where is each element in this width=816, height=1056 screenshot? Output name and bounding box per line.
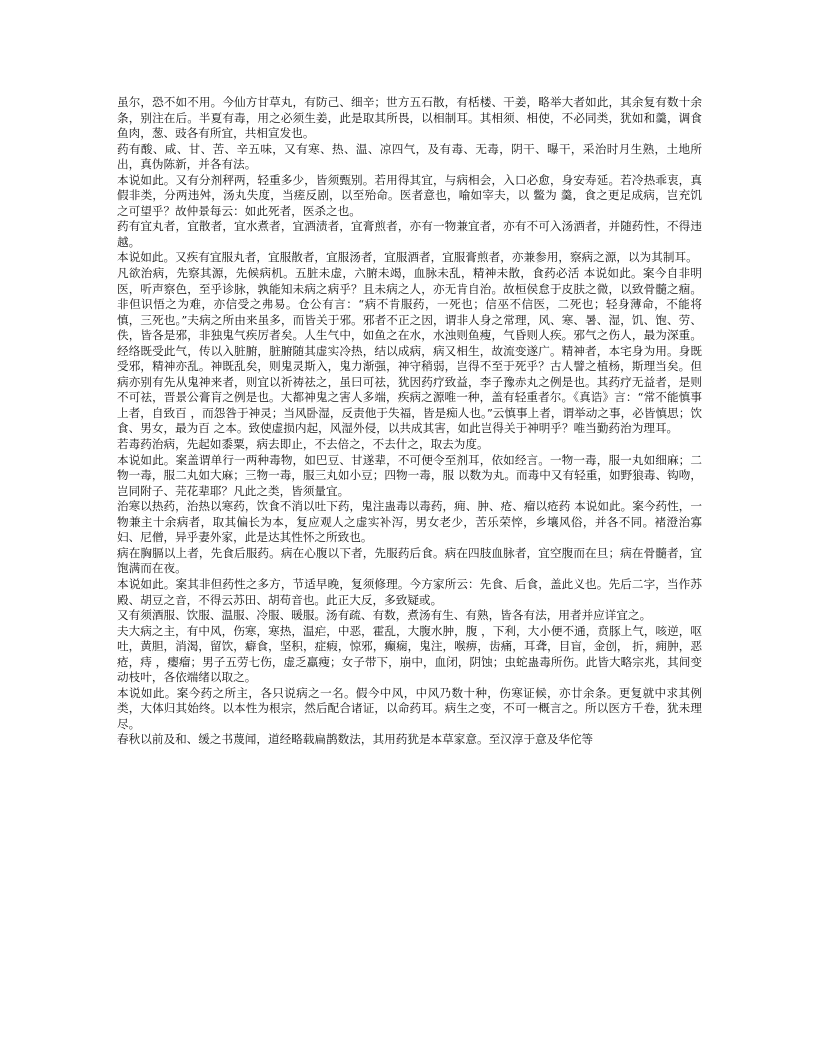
paragraph: 治寒以热药，治热以寒药，饮食不消以吐下药，鬼注蛊毒以毒药，痈、肿、疮、瘤以疮药 本说如此。案今药性，一物兼主十余病者，取其偏长为本，复应观人之虚实补泻，男女老少，苦乐荣悴，乡壤风俗，并各不同。褚澄治寡妇、尼僧，异乎妻外家，此是达其性怀之所致也。 xyxy=(117,499,702,545)
paragraph: 又有须酒服、饮服、温服、冷服、暖服。汤有疏、有数，煮汤有生、有熟，皆各有法，用者并应详宜之。 xyxy=(117,608,652,623)
paragraph: 若毒药治病，先起如黍粟，病去即止，不去倍之，不去什之，取去为度。 xyxy=(117,437,489,452)
paragraph: 本说如此。又疾有宜服丸者，宜服散者，宜服汤者，宜服酒者，宜服膏煎者，亦兼参用，察病之源，以为其制耳。 xyxy=(117,250,698,265)
paragraph: 本说如此。案其非但药性之多方，节适早晚，复须修理。今方家所云：先食、后食，盖此义也。先后二字，当作苏殿、胡豆之音，不得云苏田、胡苟音也。此正大反，多致疑或。 xyxy=(117,576,702,607)
paragraph: 夫大病之主，有中风，伤寒，寒热，温疟，中恶，霍乱，大腹水肿，腹 ，下利，大小便不通，贲豚上气，咳逆，呕吐，黄胆，消渴，留饮，癖食，坚积，症瘕，惊邪，癫痫，鬼注，喉痹，齿痛，耳聋，目盲，金创， 折，痈肿，恶疮，痔 ，瘿瘤；男子五劳七伤，虚乏羸瘦；女子带下，崩中，血闭，阴蚀；虫蛇蛊毒所伤。此皆大略宗兆，其间变动枝叶，各依端绪以取之。 xyxy=(117,623,702,685)
paragraph: 药有酸、咸、甘、苦、辛五味，又有寒、热、温、凉四气，及有毒、无毒，阴干、曝干，采治时月生熟，土地所出，真伪陈新，并各有法。 xyxy=(117,141,702,172)
text-column xyxy=(117,95,702,748)
paragraph: 本说如此。又有分剂秤两，轻重多少，皆须甄别。若用得其宜，与病相会，入口必愈，身安寿延。若冷热乖衷，真假非类，分两违舛，汤丸失度，当瘥反剧，以至殆命。医者意也，喻如宰夫，以 鳖为 羹，食之更足成病，岂充饥之可望乎？故仲景每云：如此死者，医杀之也。 xyxy=(117,172,702,218)
paragraph: 病在胸膈以上者，先食后服药。病在心腹以下者，先服药后食。病在四肢血脉者，宜空腹而在旦；病在骨髓者，宜饱满而在夜。 xyxy=(117,545,702,576)
paragraph: 凡欲治病，先察其源，先候病机。五脏未虚，六腑未竭，血脉未乱，精神未散，食药必活 本说如此。案今自非明医，听声察色，至乎诊脉，孰能知未病之病乎？且未病之人，亦无肯自治。故桓侯怠于皮肤之微，以致骨髓之痼。非但识悟之为难，亦信受之弗易。仓公有言：“病不肯服药，一死也；信巫不信医，二死也；轻身薄命，不能将慎，三死也。”夫病之所由来虽多，而皆关于邪。邪者不正之因，谓非人身之常理，风、寒、暑、湿，饥、饱、劳、佚，皆各是邪，非独鬼气疾厉者矣。人生气中，如鱼之在水，水浊则鱼瘦，气昏则人疾。邪气之伤人，最为深重。经络既受此气，传以入脏腑，脏腑随其虚实冷热，结以成病，病又相生，故流变遂广。精神者，本宅身为用。身既受邪，精神亦乱。神既乱矣，则鬼灵斯入，鬼力渐强，神守稍弱，岂得不至于死乎？古人譬之植杨，斯理当矣。但病亦别有先从鬼神来者，则宜以祈祷祛之，虽曰可祛，犹因药疗致益，李子豫赤丸之例是也。其药疗无益者，是则不可祛，晋景公膏肓之例是也。大都神鬼之害人多端，疾病之源唯一种，盖有轻重者尔。《真诰》言：“常不能慎事上者，自致百 ，而怨咎于神灵；当风卧湿，反责他于失福，皆是痴人也。”云慎事上者，谓举动之事，必皆慎思；饮食、男女，最为百 之本。致使虚损内起，风湿外侵，以共成其害，如此岂得关于神明乎？唯当勤药治为理耳。 xyxy=(117,266,702,436)
paragraph: 春秋以前及和、缓之书蔑闻，道经略载扁鹊数法，其用药犹是本草家意。至汉淳于意及华佗等 xyxy=(117,732,594,747)
paragraph: 药有宜丸者，宜散者，宜水煮者，宜酒渍者，宜膏煎者，亦有一物兼宜者，亦有不可入汤酒者，并随药性，不得违越。 xyxy=(117,219,702,249)
paragraph: 本说如此。案盖谓单行一两种毒物，如巴豆、甘遂辈，不可便令至剂耳，依如经言。一物一毒，服一丸如细麻；二物一毒，服二丸如大麻；三物一毒，服三丸如小豆；四物一毒，服 以数为丸。而毒中又有轻重，如野狼毒、钩吻，岂同附子、芫花辈耶？凡此之类，皆须量宜。 xyxy=(117,452,702,498)
paragraph: 本说如此。案今药之所主，各只说病之一名。假今中风，中风乃数十种，伤寒证候，亦廿余条。更复就中求其例类，大体归其始终。以本性为根宗，然后配合诸证，以命药耳。病生之变，不可一概言之。所以医方千卷，犹未理尽。 xyxy=(117,685,702,731)
paragraph: 虽尔，恐不如不用。今仙方甘草丸，有防己、细辛；世方五石散，有栝楼、干姜，略举大者如此，其余复有数十余条，别注在后。半夏有毒，用之必须生姜，此是取其所畏，以相制耳。其相须、相使，不必同类，犹如和羹，调食鱼肉，葱、豉各有所宜，共相宣发也。 xyxy=(117,95,702,141)
